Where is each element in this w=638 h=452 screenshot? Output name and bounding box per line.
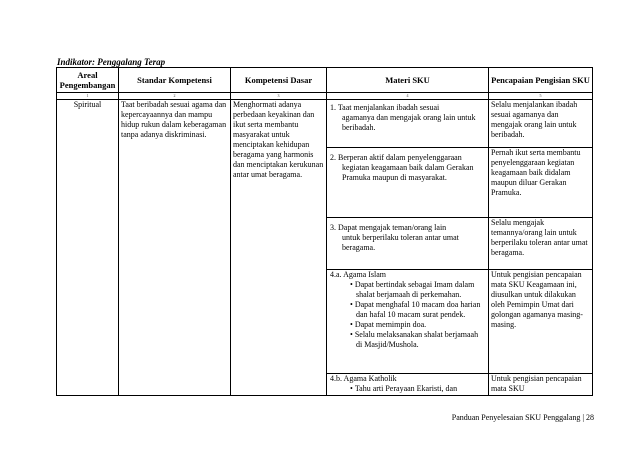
materi-heading: 4.a. Agama Islam — [330, 270, 386, 279]
pencapaian-cell: Pernah ikut serta membantu penyelenggaraan kegiatan keagamaan baik didalam maupun diluar Gerakan Pramuka. — [489, 148, 593, 218]
header-standar: Standar Kompetensi — [119, 68, 231, 93]
materi-detail: agamanya dan mengajak orang lain untuk beribadah. — [342, 113, 476, 132]
materi-bullet: • Dapat menghafal 10 macam doa harian dan hafal 10 macam surat pendek. — [356, 300, 486, 320]
materi-heading: 1. Taat menjalankan ibadah sesuai — [330, 103, 440, 112]
materi-detail: untuk berperilaku toleran antar umat beragama. — [342, 233, 459, 252]
materi-bullet: • Dapat memimpin doa. — [356, 320, 486, 330]
standar-cell: Taat beribadah sesuai agama dan kepercayaannya dan mampu hidup rukun dalam keberagaman tanpa adanya diskriminasi. — [119, 100, 231, 396]
pencapaian-cell: Untuk pengisian pencapaian mata SKU Keagamaan ini, diusulkan untuk dilakukan oleh Pemimpin Umat dari golongan agamanya masing-masing. — [489, 270, 593, 374]
pencapaian-cell: Selalu mengajak temannya/orang lain untuk berperilaku toleran antar umat beragama. — [489, 218, 593, 270]
materi-bullet-list — [330, 384, 486, 394]
page-footer: Panduan Penyelesaian SKU Penggalang | 28 — [451, 413, 594, 422]
materi-bullet: • Selalu melaksanakan shalat berjamaah di Masjid/Mushola. — [356, 330, 486, 350]
table-header-row — [57, 68, 593, 93]
materi-heading: 2. Berperan aktif dalam penyelenggaraan — [330, 153, 462, 162]
materi-cell — [327, 148, 489, 218]
column-number: 3 — [231, 93, 327, 100]
header-materi: Materi SKU — [327, 68, 489, 93]
kompetensi-cell: Menghormati adanya perbedaan keyakinan dan ikut serta membantu masyarakat untuk menciptakan kehidupan beragama yang harmonis dan menciptakan kerukunan antar umat beragama. — [231, 100, 327, 396]
header-pencapaian: Pencapaian Pengisian SKU — [489, 68, 593, 93]
indicator-title: Indikator: Penggalang Terap — [57, 57, 166, 67]
header-areal: Areal Pengembangan — [57, 68, 119, 93]
column-number: 5 — [489, 93, 593, 100]
column-number: 4 — [327, 93, 489, 100]
sku-table — [56, 67, 593, 396]
table-row — [57, 100, 593, 148]
materi-cell — [327, 218, 489, 270]
areal-cell: Spiritual — [57, 100, 119, 396]
materi-cell — [327, 374, 489, 396]
materi-heading: 4.b. Agama Katholik — [330, 374, 397, 383]
column-number: 1 — [57, 93, 119, 100]
materi-bullet: • Dapat bertindak sebagai Imam dalam shalat berjamaah di perkemahan. — [356, 280, 486, 300]
header-kompetensi: Kompetensi Dasar — [231, 68, 327, 93]
pencapaian-cell: Selalu menjalankan ibadah sesuai agamanya dan mengajak orang lain untuk beribadah. — [489, 100, 593, 148]
materi-cell — [327, 270, 489, 374]
materi-bullet: • Tahu arti Perayaan Ekaristi, dan — [356, 384, 486, 394]
column-number: 2 — [119, 93, 231, 100]
materi-heading: 3. Dapat mengajak teman/orang lain — [330, 223, 447, 232]
pencapaian-cell: Untuk pengisian pencapaian mata SKU — [489, 374, 593, 396]
materi-bullet-list — [330, 280, 486, 350]
column-number-row — [57, 93, 593, 100]
materi-cell — [327, 100, 489, 148]
materi-detail: kegiatan keagamaan baik dalam Gerakan Pramuka maupun di masyarakat. — [342, 163, 474, 182]
